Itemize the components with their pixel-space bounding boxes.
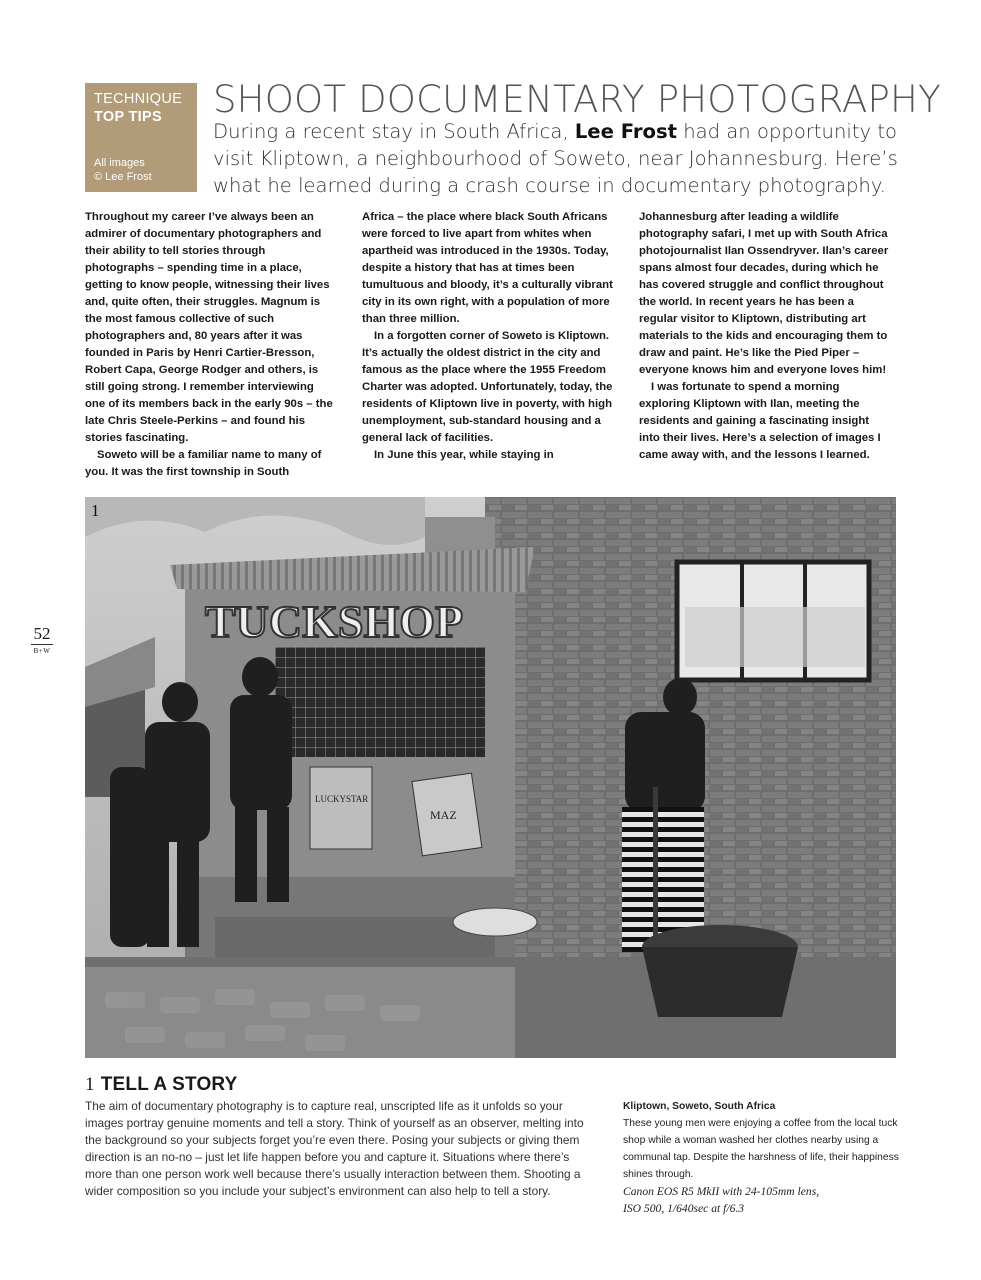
caption-location: Kliptown, Soweto, South Africa: [623, 1101, 776, 1112]
magazine-name: B+W: [33, 647, 51, 655]
tip-number: 1: [85, 1074, 95, 1095]
page-number: 52: [31, 625, 53, 645]
intro-column-3: Johannesburg after leading a wildlife photography safari, I met up with South Africa photojournalist Ilan Ossendryver. Ilan’s career spans almost four decades, during which he has covered struggle and conflict throughout the world. In recent years he has been a regular visitor to Kliptown, distributing art materials to the kids and encouraging them to draw and paint. He’s like the Pied Piper – everyone knows him and everyone loves him! I was fortunate to spend a morning exploring Kliptown with Ilan, meeting the residents and gaining a fascinating insight into their lives. Here’s a selection of images I came away with, and the lessons I learned.: [639, 211, 889, 461]
tip-body: The aim of documentary photography is to capture real, unscripted life as it unfolds so your images portray genuine moments and tell a story. Think of yourself as an observer, melting into the background so your subjects forget you’re even there. Posing your subjects or giving them direction is an no-no – just let life happen before you and capture it. Situations where there’s more than one person work well because there’s usually interaction between them. Shooting a wider composition so you include your subject’s environment can also help to tell a story.: [85, 1099, 584, 1198]
section-tag: [85, 83, 197, 192]
intro-column-2: Africa – the place where black South Africans were forced to live apart from whites when apartheid was introduced in the 1930s. Today, despite a history that has at times been tumultuous and bloody, it’s a culturally vibrant city in its own right, with a population of more than three million. In a forgotten corner of Soweto is Kliptown. It’s actually the oldest district in the city and famous as the place where the 1955 Freedom Charter was adopted. Unfortunately, today, the residents of Kliptown live in poverty, with high unemployment, sub-standard housing and a general lack of facilities. In June this year, while staying in: [362, 211, 613, 461]
tip-heading: [85, 1074, 238, 1096]
tip-title: TELL A STORY: [100, 1074, 238, 1095]
section-category: TECHNIQUE: [94, 91, 183, 107]
standfirst: During a recent stay in South Africa, Lee Frost had an opportunity to visit Kliptown, a neighbourhood of Soweto, near Johannesburg. Here’s what he learned during a crash course in documentary photography.: [213, 120, 898, 197]
image-credit: All images © Lee Frost: [94, 157, 152, 183]
poster-right-text: MAZ: [430, 808, 457, 822]
tuckshop-sign: TUCKSHOP: [205, 596, 464, 647]
caption-text: These young men were enjoying a coffee from the local tuck shop while a woman washed her clothes nearby using a communal tap. Despite the harshness of life, their happiness shines through.: [623, 1118, 899, 1180]
photo-caption: [623, 1098, 903, 1217]
author-name: Lee Frost: [574, 120, 677, 143]
photo-number: 1: [91, 501, 100, 520]
page-folio: [31, 625, 53, 655]
intro-column-1: Throughout my career I’ve always been an admirer of documentary photographers and their ability to tell stories through photographs – spending time in a place, getting to know people, witnessing their lives and, quite often, their struggles. Magnum is the most famous collective of such photographers and, 80 years after it was founded in Paris by Henri Cartier-Bresson, Robert Capa, George Rodger and others, is still going strong. I remember interviewing one of its members back in the early 90s – the late Chris Steele-Perkins – and found his stories fascinating. Soweto will be a familiar name to many of you. It was the first township in South: [85, 211, 333, 478]
caption-camera: Canon EOS R5 MkII with 24-105mm lens,: [623, 1185, 820, 1198]
caption-settings: ISO 500, 1/640sec at f/6.3: [623, 1202, 745, 1215]
tuckshop-photo-illustration: [85, 497, 896, 1058]
headline: SHOOT DOCUMENTARY PHOTOGRAPHY: [213, 78, 941, 121]
section-subcategory: TOP TIPS: [94, 109, 162, 125]
main-photo: [85, 497, 896, 1058]
poster-left-text: LUCKYSTAR: [315, 794, 369, 804]
